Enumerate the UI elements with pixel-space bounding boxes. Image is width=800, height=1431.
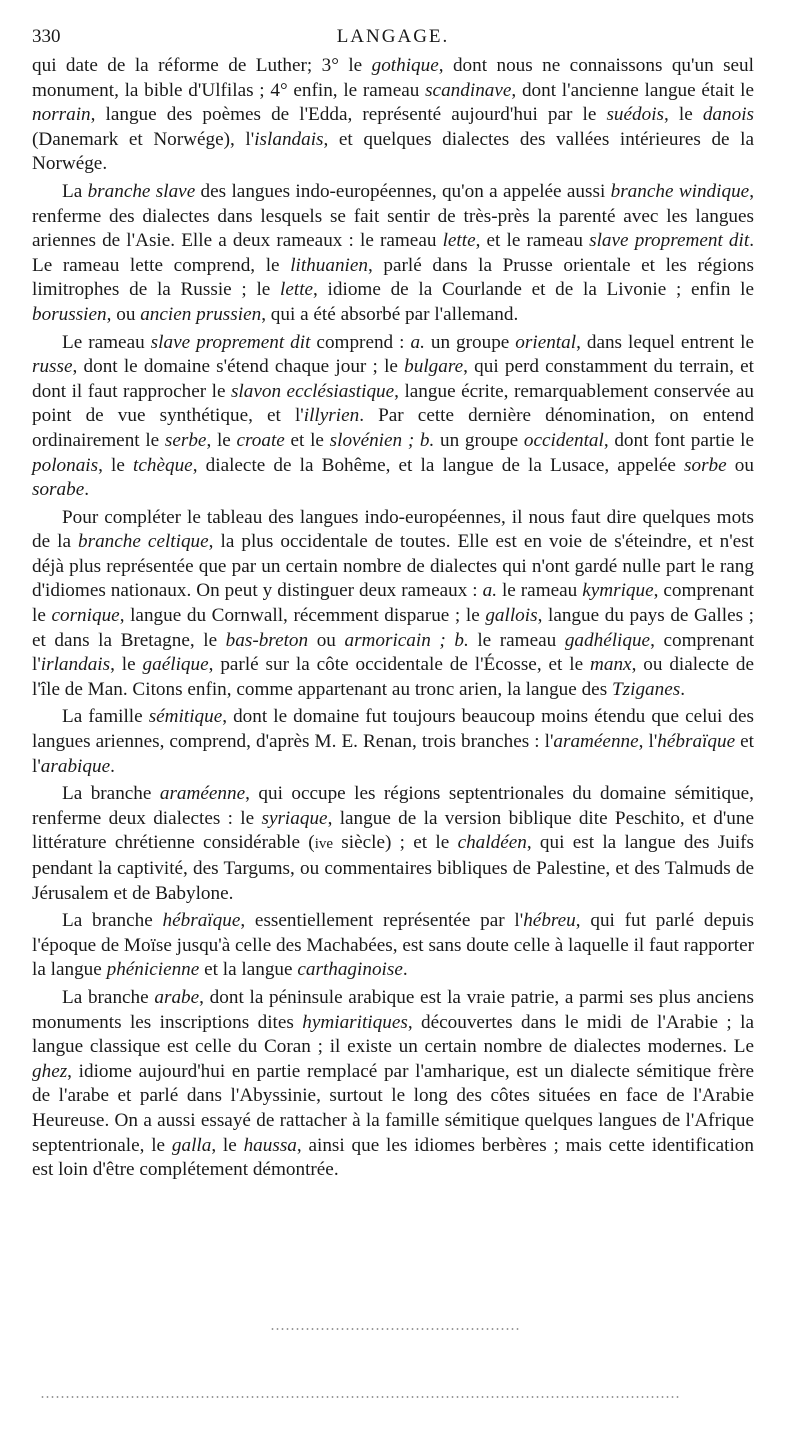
italic-term: suédois [606, 104, 664, 126]
italic-term: danois [702, 104, 754, 126]
italic-term: sorabe [32, 479, 85, 501]
text-run: , le [206, 429, 237, 451]
italic-term: tchèque [133, 454, 193, 476]
text-run: , dont la péninsule arabique est la vraie patrie, a parmi ses plus anciens monuments les inscriptions dites [32, 986, 754, 1033]
italic-term: norrain [32, 104, 91, 126]
text-run: . [680, 678, 685, 700]
page-header [32, 26, 754, 50]
paragraph [32, 986, 754, 1183]
italic-term: branche celtique [78, 531, 209, 553]
italic-term: sorbe [684, 454, 727, 476]
scan-noise-bottom [40, 1396, 680, 1398]
text-run: , renferme des dialectes dans lesquels se fait sentir de très-près la parenté avec les langues ariennes de l'Asie. Elle a deux rameaux : le rameau [32, 180, 754, 252]
italic-term: araméenne [553, 731, 639, 753]
text-run: Pour compléter le tableau des langues indo-européennes, il nous faut dire quelques mots de la [32, 506, 754, 553]
paragraph [32, 705, 754, 779]
italic-term: gallois [485, 605, 538, 627]
italic-term: lette [280, 279, 314, 301]
text-run: ou [308, 629, 345, 651]
italic-term: chaldéen [457, 832, 527, 854]
text-run: , qui fut parlé depuis l'époque de Moïse jusqu'à celle des Machabées, est sans doute celle à laquelle il faut rapporter la langue [32, 910, 754, 981]
italic-term: cornique [51, 605, 120, 627]
italic-term: branche windique [610, 180, 750, 202]
text-run: , ainsi que les idiomes berbères ; mais cette identification est loin d'être complétement démontrée. [32, 1134, 754, 1181]
text-run: , le [211, 1134, 244, 1156]
text-run: et la langue [199, 959, 298, 981]
text-run: La famille [62, 706, 149, 728]
text-run: , dont le domaine s'étend chaque jour ; le [72, 356, 405, 378]
italic-term: slavon ecclésiastique [230, 380, 395, 402]
paragraph [32, 909, 754, 983]
italic-term: lette [442, 230, 476, 252]
italic-term: kymrique [582, 580, 654, 602]
text-run: , dont nous ne connaissons qu'un seul monument, la bible d'Ulfilas ; 4° enfin, le rameau [32, 55, 754, 101]
book-page [32, 26, 754, 1186]
italic-term: hébraïque [657, 731, 736, 753]
italic-term: lithuanien [290, 254, 368, 276]
italic-term: haussa [243, 1134, 297, 1156]
text-run: qui date de la réforme de Luther; 3° le [32, 55, 372, 76]
text-run: , ou dialecte de l'île de Man. Citons enfin, comme appartenant au tronc arien, la langue des [32, 654, 754, 700]
italic-term: a. [482, 580, 497, 602]
italic-term: gaélique [142, 654, 209, 676]
text-run: et l' [32, 731, 754, 777]
italic-term: irlandais [40, 654, 111, 676]
text-run: , langue de la version biblique dite Peschito, et d'une littérature chrétienne considérable ( [32, 807, 754, 854]
page-number: 330 [32, 26, 61, 47]
italic-term: illyrien [303, 405, 360, 427]
italic-term: russe [32, 356, 73, 378]
text-run: , idiome de la Courlande et de la Livonie ; enfin le [313, 279, 754, 301]
text-run: un groupe [434, 429, 524, 451]
italic-term: branche slave [87, 180, 196, 202]
text-run: ou [726, 454, 754, 476]
text-run: un groupe [424, 331, 516, 353]
italic-term: slave proprement dit [589, 230, 750, 252]
text-run: La [62, 180, 88, 202]
paragraph [32, 782, 754, 906]
italic-term: islandais [254, 128, 324, 150]
italic-term: scandinave [425, 79, 512, 101]
text-run: , le [98, 454, 134, 476]
text-run: , comprenant l' [32, 629, 755, 676]
italic-term: occidental [523, 429, 604, 451]
text-run: , parlé sur la côte occidentale de l'Écosse, et le [208, 654, 590, 676]
italic-term: carthaginoise [297, 959, 403, 981]
text-run: , le [664, 104, 703, 126]
italic-term: manx [590, 654, 632, 676]
text-run: , la plus occidentale de toutes. Elle est en voie de s'éteindre, et n'est déjà plus représentée que par un certain nombre de dialectes qui n'ont gardé nulle part le rang d'idiomes nationaux. On peut y distinguer deux rameaux : [32, 531, 754, 602]
text-run: des langues indo-européennes, qu'on a appelée aussi [195, 180, 611, 202]
small-caps-text: ive [314, 836, 334, 853]
text-run: La branche [62, 783, 160, 805]
text-run: . [84, 479, 90, 501]
italic-term: hébraïque [162, 910, 241, 932]
text-run: le rameau [468, 629, 565, 651]
scan-noise-top [270, 1328, 520, 1330]
text-run: , idiome aujourd'hui en partie remplacé par l'amharique, est un dialecte sémitique frère de l'arabe et parlé dans l'Abyssinie, surtout le long des côtes situées en face de l'Arabie Heureuse. On a aussi essayé de rattacher à la famille sémitique quelques langues de l'Afrique septentrionale, le [32, 1060, 754, 1156]
italic-term: hébreu [523, 910, 576, 932]
text-run: Le rameau [62, 331, 151, 353]
text-run: . Par cette dernière dénomination, on entend ordinairement le [32, 405, 754, 451]
italic-term: galla [171, 1134, 212, 1156]
italic-term: arabique [40, 755, 111, 777]
text-run: . [110, 755, 115, 777]
text-run: , dont font partie le [603, 429, 754, 451]
italic-term: gadhélique [564, 629, 651, 651]
text-run: , dans lequel entrent le [576, 331, 754, 353]
italic-term: ghez [32, 1060, 68, 1082]
italic-term: araméenne [159, 783, 246, 805]
italic-term: arabe [154, 986, 200, 1008]
italic-term: armoricain ; b. [344, 629, 469, 651]
text-run: comprend : [310, 331, 411, 353]
paragraph [32, 54, 754, 177]
text-run: , langue écrite, remarquablement conservée au point de vue synthétique, et l' [32, 380, 754, 427]
text-run: , parlé dans la Prusse orientale et les régions limitrophes de la Russie ; le [32, 254, 754, 301]
text-run: , qui est la langue des Juifs pendant la captivité, des Targums, ou commentaires bibliques de Palestine, et des Talmuds de Jérusalem et de Babylone. [32, 832, 755, 904]
italic-term: borussien [32, 303, 107, 325]
italic-term: bulgare [404, 356, 464, 378]
paragraph [32, 331, 754, 503]
italic-term: a. [410, 331, 425, 353]
italic-term: phénicienne [106, 959, 200, 981]
text-run: , qui a été absorbé par l'allemand. [261, 303, 519, 325]
text-run: , dialecte de la Bohême, et la langue de la Lusace, appelée [192, 454, 685, 476]
italic-term: polonais [32, 454, 99, 476]
text-run: La branche [62, 910, 163, 932]
text-run: et le [284, 429, 330, 451]
italic-term: syriaque [261, 807, 328, 829]
text-run: , langue du Cornwall, récemment disparue ; le [119, 605, 486, 627]
body-text [32, 54, 754, 1183]
text-run: , langue des poèmes de l'Edda, représenté aujourd'hui par le [90, 104, 607, 126]
text-run: . [402, 959, 408, 981]
italic-term: Tziganes [611, 678, 681, 700]
text-run: La branche [62, 986, 155, 1008]
italic-term: slave proprement dit [150, 331, 311, 353]
text-run: , qui occupe les régions septentrionales du domaine sémitique, renferme deux dialectes : le [32, 783, 754, 829]
text-run: , qui perd constamment du terrain, et dont il faut rapprocher le [32, 356, 755, 402]
italic-term: croate [236, 429, 285, 451]
paragraph [32, 180, 754, 328]
italic-term: hymiaritiques [302, 1011, 408, 1033]
text-run: siècle) ; et le [333, 832, 458, 854]
text-run: , ou [106, 303, 141, 325]
text-run: , découvertes dans le midi de l'Arabie ; la langue classique est celle du Coran ; il existe un certain nombre de dialectes modernes. Le [32, 1011, 754, 1058]
text-run: , comprenant le [32, 580, 754, 627]
italic-term: sémitique [148, 706, 223, 728]
running-head: LANGAGE. [336, 26, 450, 47]
text-run: , dont le domaine fut toujours beaucoup moins étendu que celui des langues ariennes, comprend, d'après M. E. Renan, trois branches : l' [32, 706, 754, 753]
italic-term: serbe [164, 429, 207, 451]
text-run: , essentiellement représentée par l' [240, 910, 524, 932]
text-run: , et le rameau [475, 230, 590, 252]
italic-term: ancien prussien [140, 303, 262, 325]
text-run: le rameau [496, 580, 583, 602]
paragraph [32, 506, 754, 703]
text-run: (Danemark et Norwége), l' [32, 128, 255, 150]
text-run: , langue du pays de Galles ; et dans la Bretagne, le [32, 605, 754, 651]
italic-term: bas-breton [225, 629, 309, 651]
text-run: , et quelques dialectes des vallées intérieures de la Norwége. [32, 128, 754, 175]
text-run: . Le rameau lette comprend, le [32, 230, 754, 276]
italic-term: slovénien ; b. [329, 429, 435, 451]
text-run: , dont l'ancienne langue était le [511, 79, 754, 101]
text-run: , le [110, 654, 143, 676]
italic-term: oriental [515, 331, 577, 353]
text-run: , l' [638, 731, 658, 753]
italic-term: gothique [371, 55, 439, 76]
